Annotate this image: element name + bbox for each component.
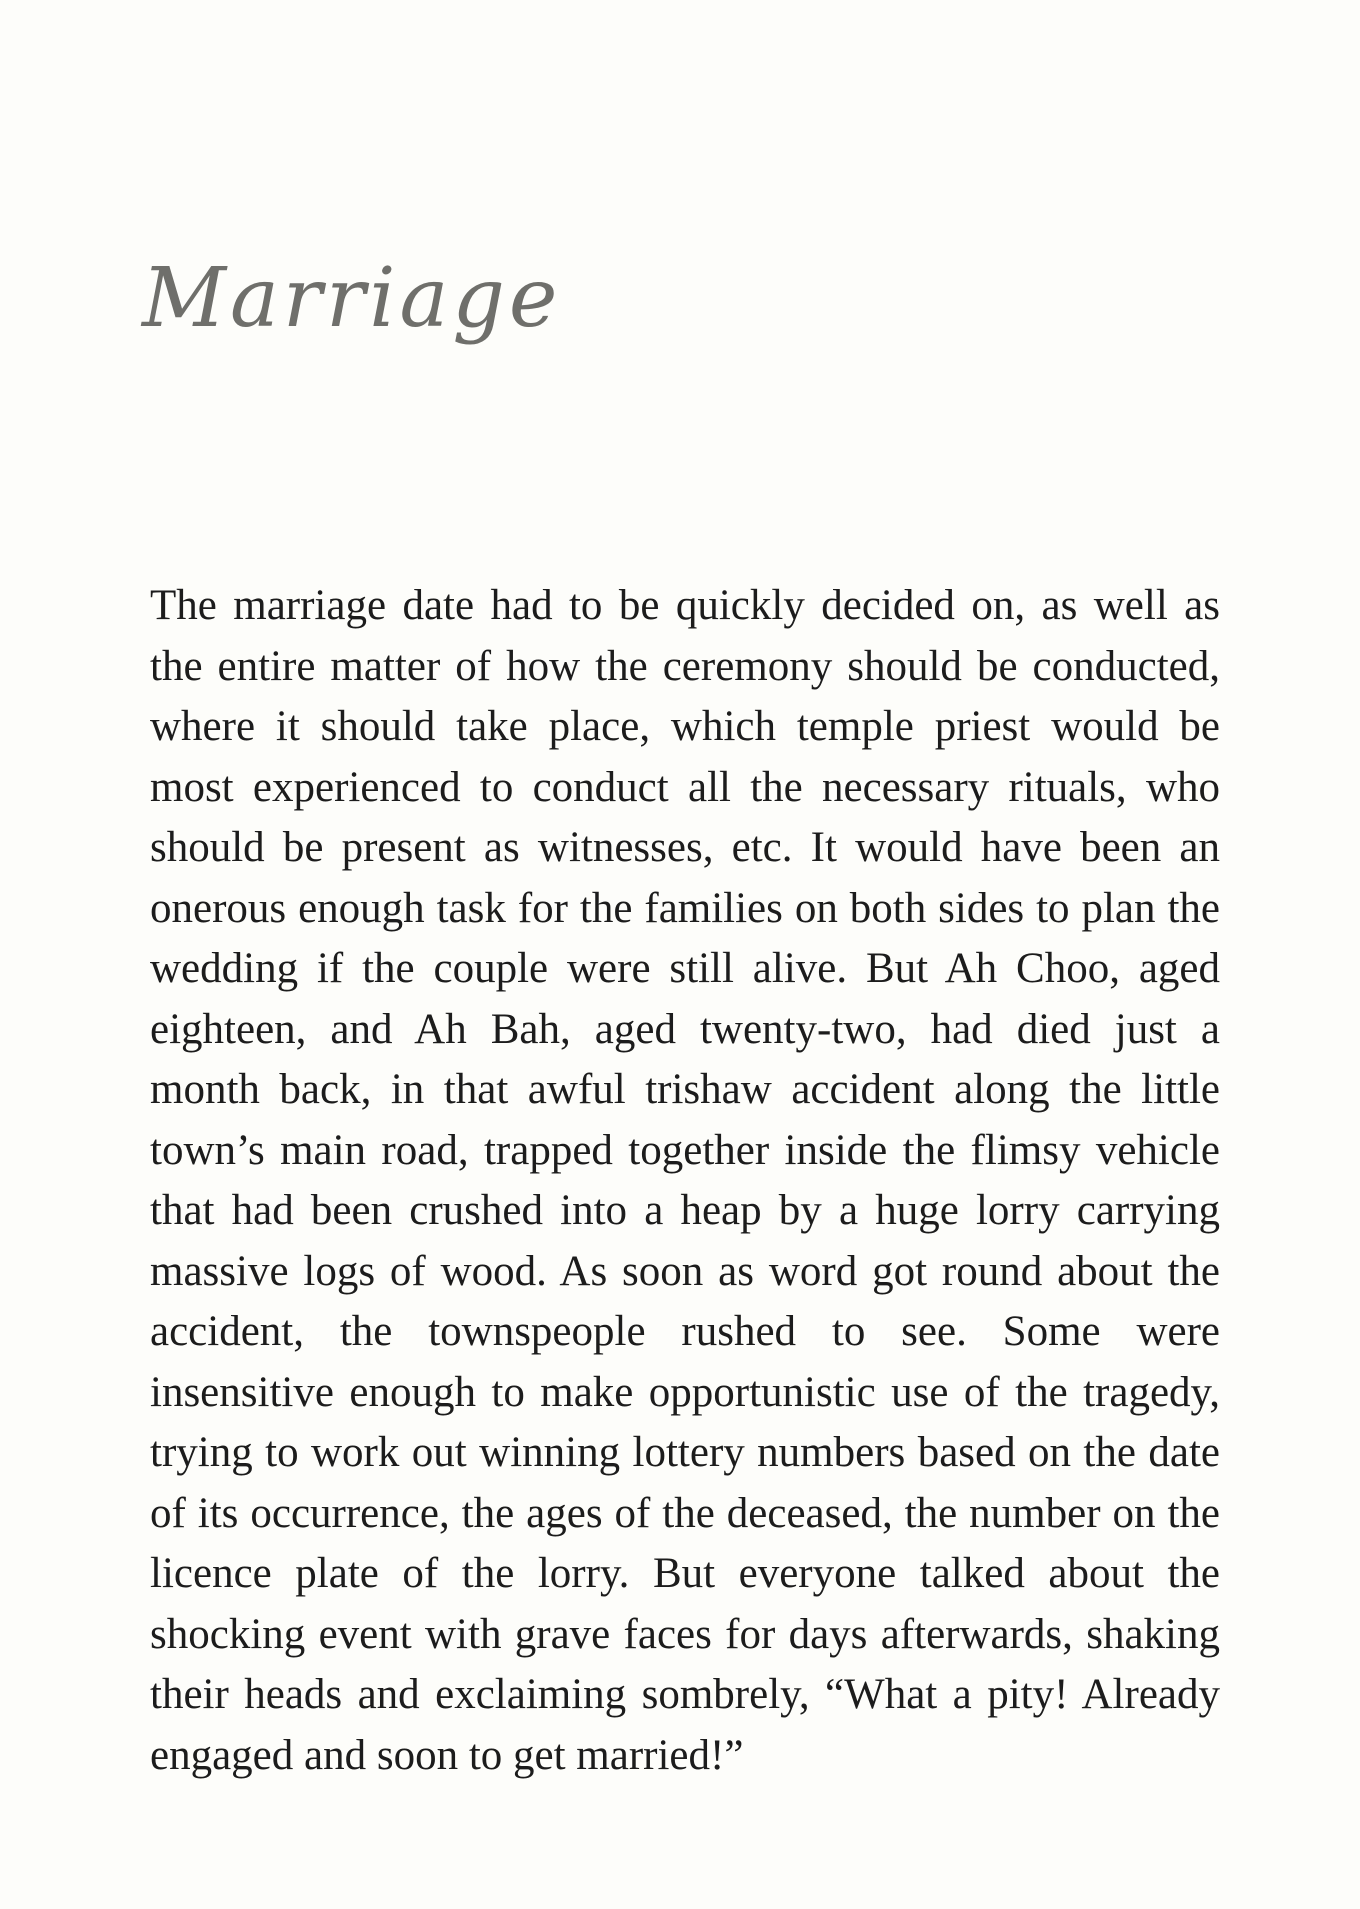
body-paragraph: The marriage date had to be quickly decided on, as well as the entire matter of how the ceremony should be conducted, where it should take place, which temple priest would be most experienced to conduct all the necessary rituals, who should be present as witnesses, etc. It would have been an onerous enough task for the families on both sides to plan the wedding if the couple were still alive. But Ah Choo, aged eighteen, and Ah Bah, aged twenty-two, had died just a month back, in that awful trishaw accident along the little town’s main road, trapped together inside the flimsy vehicle that had been crushed into a heap by a huge lorry carrying massive logs of wood. As soon as word got round about the accident, the townspeople rushed to see. Some were insensitive enough to make opportunistic use of the tragedy, trying to work out winning lottery numbers based on the date of its occurrence, the ages of the deceased, the number on the licence plate of the lorry. But everyone talked about the shocking event with grave faces for days afterwards, shaking their heads and exclaiming sombrely, “What a pity! Already engaged and soon to get married!”	[150, 582, 1220, 1779]
chapter-title: Marriage	[142, 251, 562, 346]
